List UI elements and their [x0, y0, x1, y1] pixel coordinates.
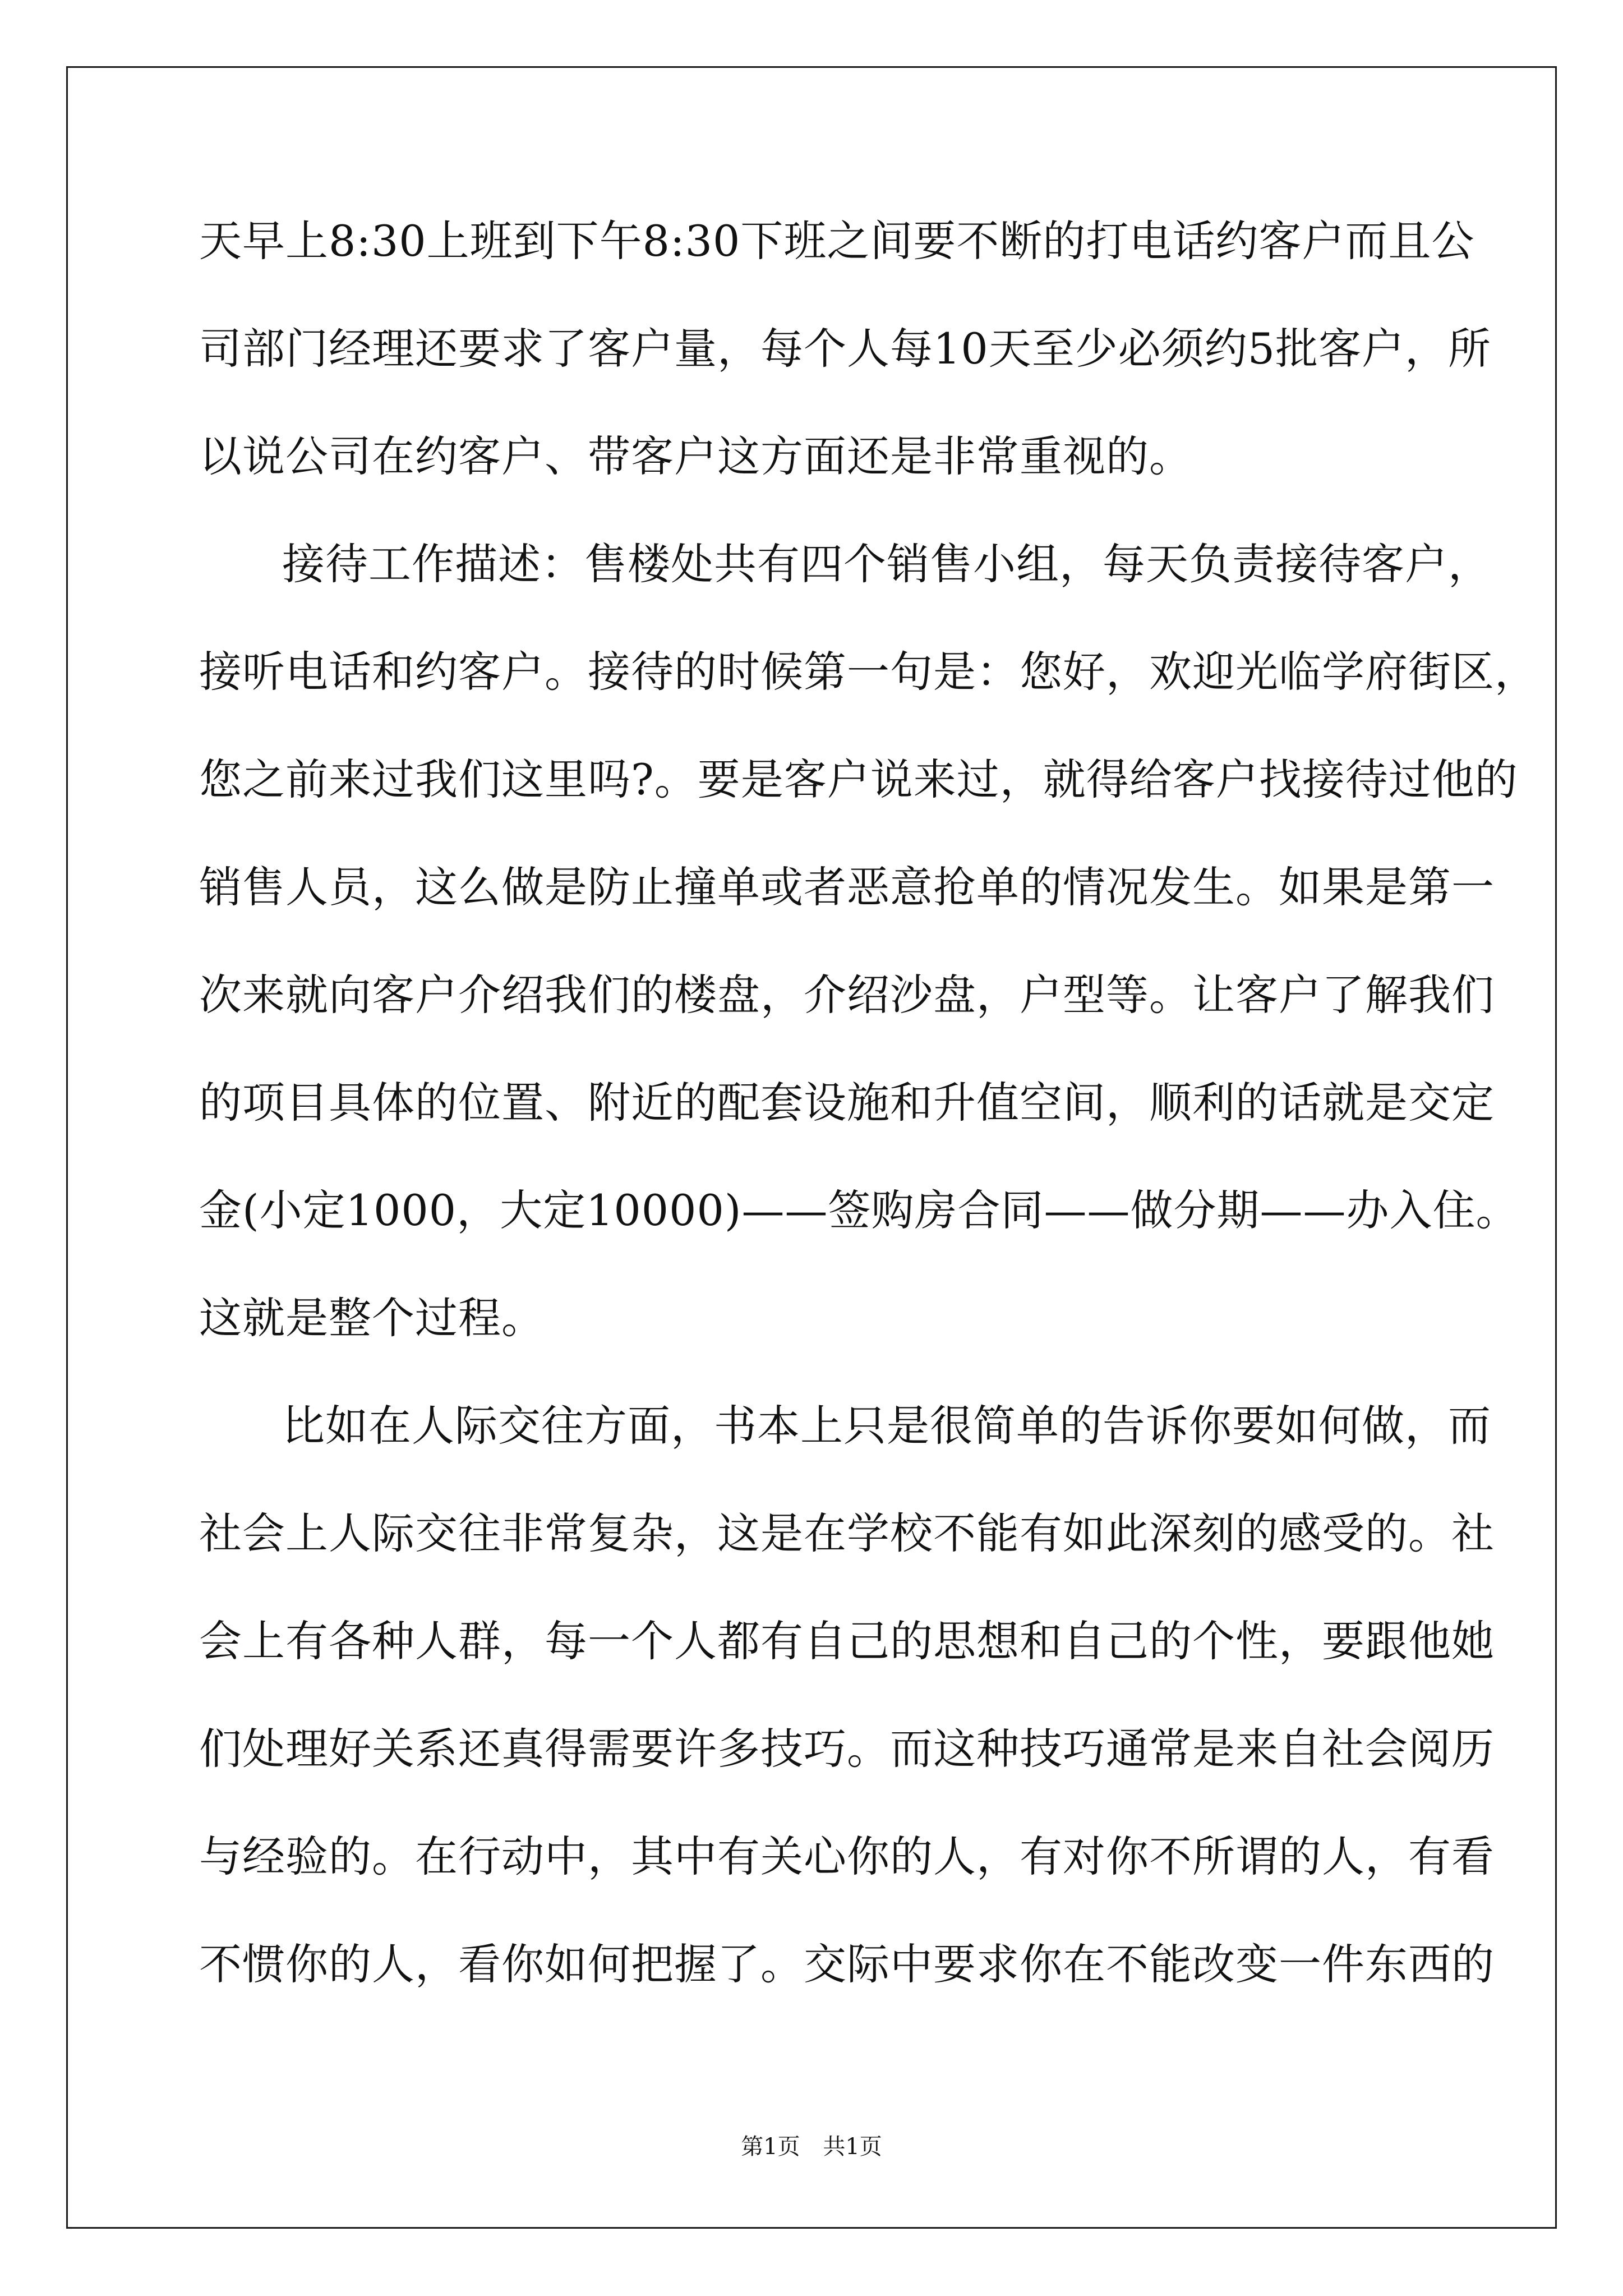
text-line: 销售人员，这么做是防止撞单或者恶意抢单的情况发生。如果是第一	[199, 862, 1495, 912]
text-line: 次来就向客户介绍我们的楼盘，介绍沙盘，户型等。让客户了解我们	[199, 970, 1495, 1020]
text-line: 以说公司在约客户、带客户这方面还是非常重视的。	[199, 431, 1192, 481]
text-line: 司部门经理还要求了客户量，每个人每10天至少必须约5批客户，所	[199, 324, 1492, 374]
text-line: 的项目具体的位置、附近的配套设施和升值空间，顺利的话就是交定	[199, 1078, 1495, 1128]
text-line: 比如在人际交往方面，书本上只是很简单的告诉你要如何做，而	[282, 1401, 1491, 1451]
paragraph	[199, 216, 1492, 543]
page-footer	[0, 2129, 1623, 2161]
text-line: 您之前来过我们这里吗?。要是客户说来过，就得给客户找接待过他的	[199, 754, 1518, 804]
text-line: 们处理好关系还真得需要许多技巧。而这种技巧通常是来自社会阅历	[199, 1724, 1495, 1774]
paragraph	[199, 539, 1538, 1405]
text-line: 这就是整个过程。	[199, 1293, 545, 1343]
text-line: 天早上8:30上班到下午8:30下班之间要不断的打电话约客户而且公	[199, 216, 1475, 266]
text-line: 社会上人际交往非常复杂，这是在学校不能有如此深刻的感受的。社	[199, 1508, 1495, 1558]
text-line: 会上有各种人群，每一个人都有自己的思想和自己的个性，要跟他她	[199, 1616, 1495, 1666]
page-number: 第1页	[741, 2134, 800, 2160]
text-line: 接待工作描述：售楼处共有四个销售小组，每天负责接待客户，	[282, 539, 1491, 589]
text-line: 接听电话和约客户。接待的时候第一句是：您好，欢迎光临学府街区，	[199, 647, 1538, 697]
document-body	[199, 216, 1538, 2051]
text-line: 金(小定1000，大定10000)——签购房合同——做分期——办入住。	[199, 1185, 1519, 1235]
page-total: 共1页	[823, 2134, 882, 2160]
text-line: 与经验的。在行动中，其中有关心你的人，有对你不所谓的人，有看	[199, 1832, 1495, 1881]
text-line: 不惯你的人，看你如何把握了。交际中要求你在不能改变一件东西的	[199, 1939, 1495, 1989]
paragraph	[199, 1401, 1495, 2051]
